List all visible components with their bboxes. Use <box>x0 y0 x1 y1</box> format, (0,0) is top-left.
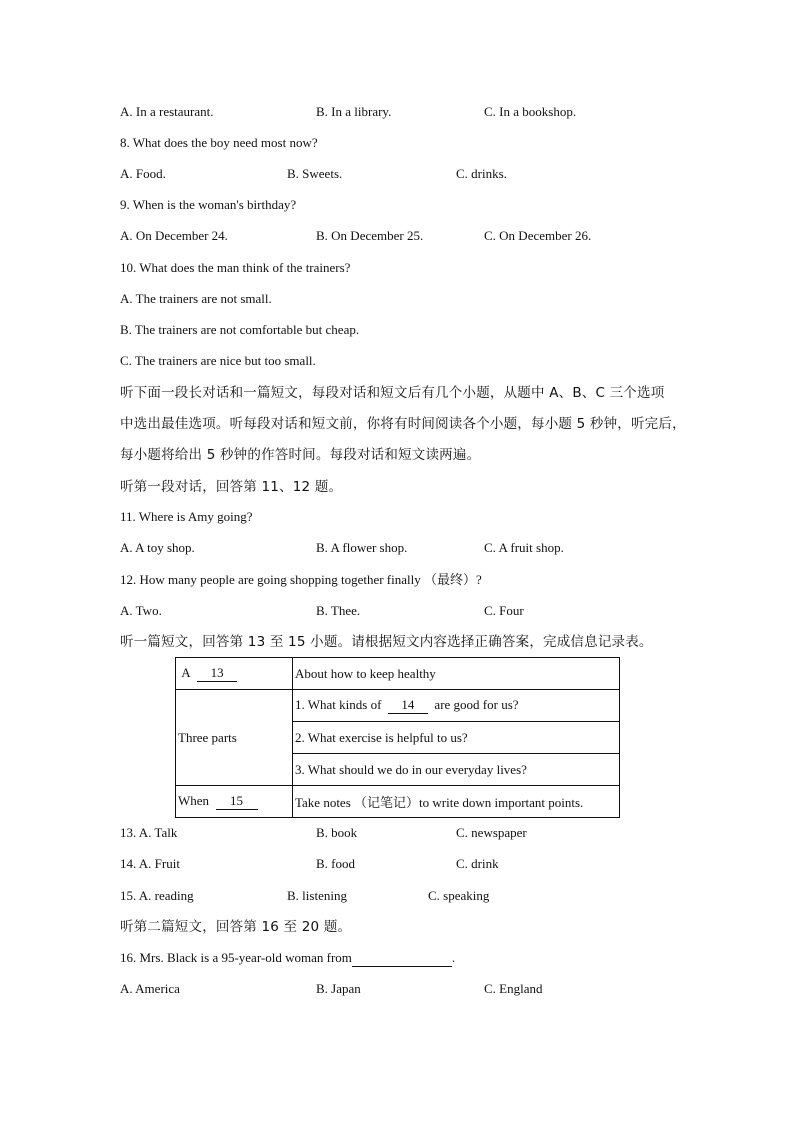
q8-option-c: C. drinks. <box>456 166 507 181</box>
q11-question: 11. Where is Amy going? <box>120 509 253 524</box>
section-1-heading: 听第一段对话，回答第 11、12 题。 <box>120 479 343 495</box>
q7-option-c: C. In a bookshop. <box>484 104 577 119</box>
q16-answer-blank <box>352 950 452 967</box>
q9-question: 9. When is the woman's birthday? <box>120 197 297 212</box>
table-row-topic <box>176 658 620 690</box>
table-row-part-1 <box>176 690 620 722</box>
part-1-cell <box>293 690 620 722</box>
blank-14: 14 <box>388 697 428 714</box>
q12-option-a: A. Two. <box>120 603 162 618</box>
instructions-line-1: 听下面一段长对话和一篇短文，每段对话和短文后有几个小题，从题中 A、B、C 三个选项 <box>120 385 665 401</box>
q8-question: 8. What does the boy need most now? <box>120 135 318 150</box>
when-prefix: When <box>178 793 210 808</box>
q12-option-c: C. Four <box>484 603 524 618</box>
table-row-when <box>176 786 620 818</box>
q16-option-b: B. Japan <box>316 981 361 996</box>
q11-option-b: B. A flower shop. <box>316 540 408 555</box>
topic-value-cell: About how to keep healthy <box>293 658 620 690</box>
q9-option-b: B. On December 25. <box>316 228 424 243</box>
q13-option-b: B. book <box>316 825 358 840</box>
q15-option-c: C. speaking <box>428 888 490 903</box>
q10-question: 10. What does the man think of the trainers? <box>120 260 351 275</box>
q16-question-end: . <box>451 950 456 965</box>
when-label-cell <box>176 786 293 818</box>
blank-13: 13 <box>197 665 237 682</box>
q14-option-b: B. food <box>316 856 355 871</box>
q15-option-a: 15. A. reading <box>120 888 194 903</box>
q10-option-c: C. The trainers are nice but too small. <box>120 353 316 368</box>
q7-option-a: A. In a restaurant. <box>120 104 214 119</box>
q14-option-a: 14. A. Fruit <box>120 856 180 871</box>
q16-option-a: A. America <box>120 981 180 996</box>
part-1-suffix: are good for us? <box>434 697 519 712</box>
q13-option-c: C. newspaper <box>456 825 527 840</box>
q16-question <box>120 950 455 967</box>
q11-option-c: C. A fruit shop. <box>484 540 564 555</box>
three-parts-cell: Three parts <box>176 690 293 786</box>
q10-option-b: B. The trainers are not comfortable but cheap. <box>120 322 360 337</box>
q7-option-b: B. In a library. <box>316 104 392 119</box>
q10-option-a: A. The trainers are not small. <box>120 291 272 306</box>
part-1-prefix: 1. What kinds of <box>295 697 382 712</box>
q11-option-a: A. A toy shop. <box>120 540 195 555</box>
topic-prefix: A <box>181 665 191 680</box>
q14-option-c: C. drink <box>456 856 499 871</box>
blank-15: 15 <box>216 793 258 810</box>
info-record-table <box>175 657 620 818</box>
section-3-heading: 听第二篇短文，回答第 16 至 20 题。 <box>120 919 352 935</box>
q12-question: 12. How many people are going shopping together finally （最终）? <box>120 572 482 587</box>
q16-option-c: C. England <box>484 981 543 996</box>
part-2-cell: 2. What exercise is helpful to us? <box>293 722 620 754</box>
when-value-cell: Take notes （记笔记）to write down important points. <box>293 786 620 818</box>
q15-option-b: B. listening <box>287 888 347 903</box>
q8-option-b: B. Sweets. <box>287 166 343 181</box>
q16-question-text: 16. Mrs. Black is a 95-year-old woman from <box>120 950 352 965</box>
instructions-line-3: 每小题将给出 5 秒钟的作答时间。每段对话和短文读两遍。 <box>120 447 481 463</box>
instructions-line-2: 中选出最佳选项。听每段对话和短文前，你将有时间阅读各个小题，每小题 5 秒钟，听完后， <box>120 416 686 432</box>
topic-label-cell <box>176 658 293 690</box>
part-3-cell: 3. What should we do in our everyday lives? <box>293 754 620 786</box>
q13-option-a: 13. A. Talk <box>120 825 178 840</box>
q9-option-a: A. On December 24. <box>120 228 228 243</box>
q8-option-a: A. Food. <box>120 166 166 181</box>
q9-option-c: C. On December 26. <box>484 228 592 243</box>
q12-option-b: B. Thee. <box>316 603 361 618</box>
section-2-heading: 听一篇短文，回答第 13 至 15 小题。请根据短文内容选择正确答案，完成信息记录表。 <box>120 634 653 650</box>
